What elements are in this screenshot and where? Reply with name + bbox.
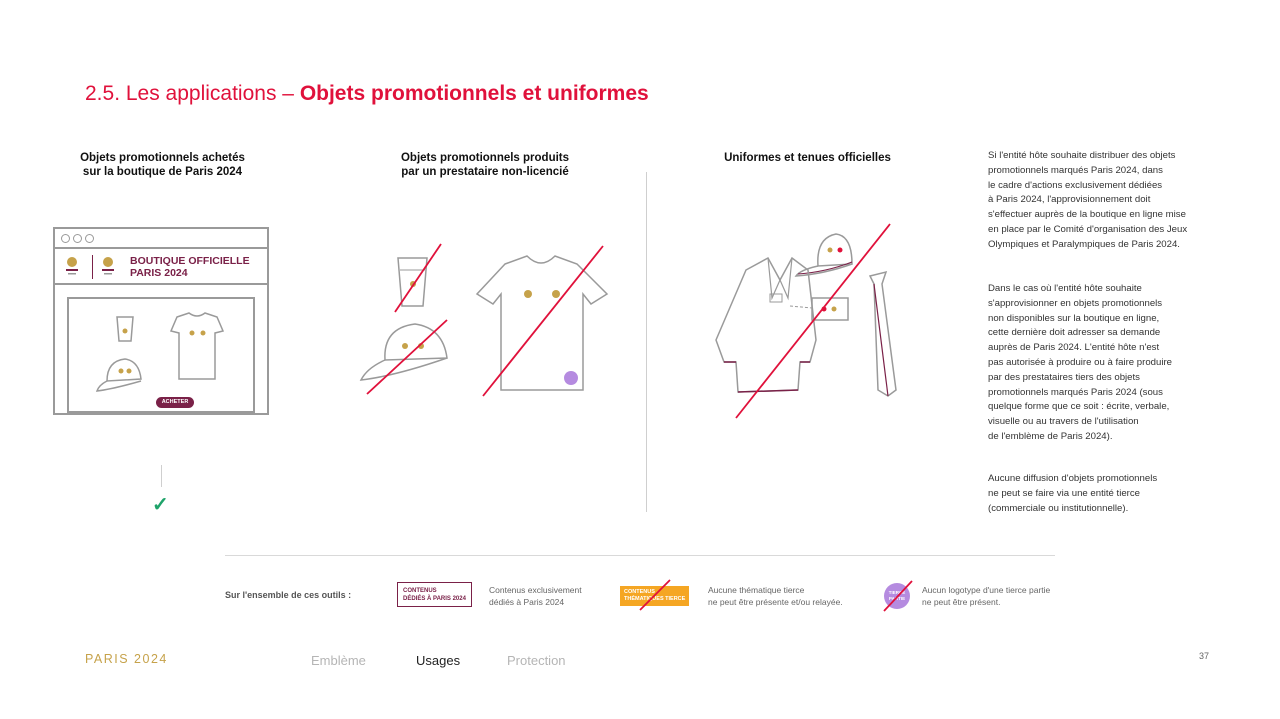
paris2024-paralympic-emblem-icon bbox=[99, 255, 117, 277]
boutique-browser-mockup bbox=[53, 227, 269, 415]
page-title bbox=[85, 82, 649, 106]
column-3-heading: Uniformes et tenues officielles bbox=[724, 152, 891, 164]
column-divider bbox=[646, 172, 647, 512]
uniforms-illustration bbox=[700, 220, 920, 425]
logo-separator bbox=[92, 255, 93, 279]
browser-toolbar bbox=[55, 229, 267, 249]
third-party-theme-tag: CONTENUS THÉMATIQUES TIERCE bbox=[620, 586, 689, 606]
paragraph-non-disponibles: Dans le cas où l'entité hôte souhaite s'approvisionner en objets promotionnels non disponibles sur la boutique en ligne, cette dernière doit adresser sa demande auprès de Paris 2024. L'entité hôte n'est pas autorisée à produire ou à faire produire par des prestataires tiers des objets promotionnels marqués Paris 2024 (sous quelque forme que ce soit : écrite, verbale, visuelle ou au travers de l'utilisation de l'emblème de Paris 2024). bbox=[988, 283, 1172, 442]
non-licensed-products-illustration bbox=[355, 240, 615, 400]
paragraph-aucune-diffusion: Aucune diffusion d'objets promotionnels ne peut se faire via une entité tierce (commerciale ou institutionnelle). bbox=[988, 473, 1158, 514]
title-highlight: Objets promotionnels et uniformes bbox=[299, 82, 649, 105]
column-2-heading: Objets promotionnels produits par un prestataire non-licencié bbox=[400, 152, 570, 178]
strike-line-icon bbox=[638, 578, 672, 612]
window-dot-icon bbox=[73, 234, 82, 243]
nav-emblem[interactable]: Emblème bbox=[311, 653, 366, 668]
nav-usages[interactable]: Usages bbox=[416, 653, 461, 668]
dedicated-content-tag: CONTENUS DÉDIÉS À PARIS 2024 bbox=[397, 582, 472, 607]
tools-label: Sur l'ensemble de ces outils : bbox=[225, 590, 352, 600]
page-number: 37 bbox=[1199, 651, 1210, 661]
column-1-heading: Objets promotionnels achetés sur la boutique de Paris 2024 bbox=[80, 152, 245, 178]
window-dot-icon bbox=[61, 234, 70, 243]
brand-wordmark: PARIS 2024 bbox=[85, 652, 168, 666]
boutique-title: BOUTIQUE OFFICIELLE PARIS 2024 bbox=[130, 255, 250, 279]
dedicated-content-note: Contenus exclusivement dédiés à Paris 2024 bbox=[489, 585, 582, 607]
connector-line bbox=[161, 465, 162, 487]
window-dot-icon bbox=[85, 234, 94, 243]
boutique-banner bbox=[55, 249, 267, 285]
third-party-theme-note: Aucune thématique tierce ne peut être présente et/ou relayée. bbox=[708, 585, 843, 607]
third-party-logo-note: Aucun logotype d'une tierce partie ne peut être présent. bbox=[922, 585, 1051, 607]
boutique-product-area bbox=[67, 297, 255, 413]
third-party-logo-badge: TIERCE PARTIE bbox=[884, 583, 910, 609]
nav-protection[interactable]: Protection bbox=[507, 653, 566, 668]
paragraph-approvisionnement: Si l'entité hôte souhaite distribuer des objets promotionnels marqués Paris 2024, dans le cadre d'actions exclusivement dédiées à Paris 2024, l'approvisionnement doit s'effectuer auprès de la boutique en ligne mise en place par le Comité d'organisation des Jeux Olympiques et Paralympiques de Paris 2024. bbox=[988, 150, 1188, 250]
checkmark-icon: ✓ bbox=[152, 494, 169, 516]
footer-divider bbox=[225, 555, 1055, 556]
paris2024-emblem-icon bbox=[63, 255, 81, 277]
buy-button[interactable]: ACHETER bbox=[156, 397, 194, 408]
strike-line-icon bbox=[882, 579, 914, 613]
title-prefix: 2.5. Les applications – bbox=[85, 82, 300, 105]
